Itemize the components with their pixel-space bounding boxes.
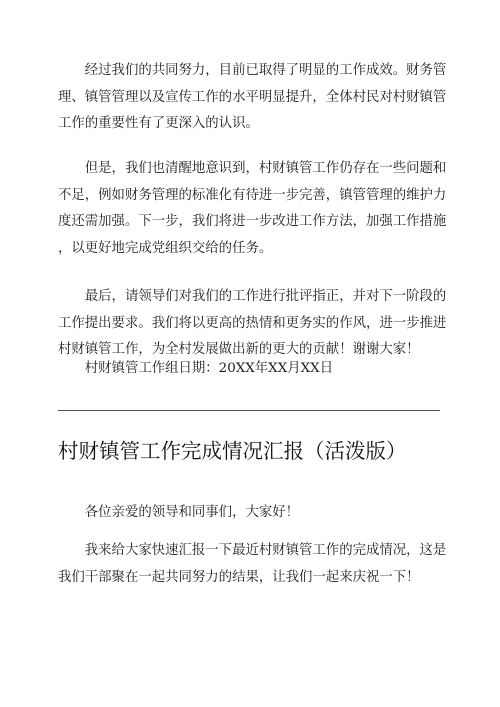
paragraph-line: ，以更好地完成党组织交给的任务。 [58, 241, 273, 257]
paragraph-line: 度还需加强。下一步，我们将进一步改进工作方法，加强工作措施 [58, 214, 447, 230]
paragraph-line: 我来给大家快速汇报一下最近村财镇管工作的完成情况，这是 [58, 543, 447, 558]
paragraph-intro [58, 538, 447, 591]
paragraph-closing [58, 284, 447, 364]
greeting [58, 500, 442, 527]
signature-text: 村财镇管工作组日期：20XX年XX月XX日 [58, 361, 334, 376]
section-title: 村财镇管工作完成情况汇报（活泼版） [58, 439, 407, 463]
section-divider [58, 410, 440, 411]
greeting-text: 各位亲爱的领导和同事们，大家好！ [58, 505, 300, 520]
paragraph-line: 不足，例如财务管理的标准化有待进一步完善，镇管管理的维护力 [58, 187, 447, 203]
paragraph-line: 工作的重要性有了更深入的认识。 [58, 116, 259, 132]
paragraph-line: 工作提出要求。我们将以更高的热情和更务实的作风，进一步推进 [58, 315, 447, 331]
paragraph-line: 村财镇管工作，为全村发展做出新的更大的贡献！谢谢大家！ [58, 342, 420, 358]
signature-line [58, 356, 442, 383]
paragraph-line: 经过我们的共同努力，目前已取得了明显的工作成效。财务管 [58, 63, 447, 78]
paragraph-line: 我们干部聚在一起共同努力的结果，让我们一起来庆祝一下！ [58, 569, 420, 585]
paragraph-line: 但是，我们也清醒地意识到，村财镇管工作仍存在一些问题和 [58, 161, 447, 176]
paragraph-line: 理、镇管管理以及宣传工作的水平明显提升，全体村民对村财镇管 [58, 89, 447, 105]
paragraph-results [58, 58, 447, 138]
paragraph-line: 最后，请领导们对我们的工作进行批评指正，并对下一阶段的 [58, 289, 447, 304]
paragraph-problems [58, 156, 447, 263]
